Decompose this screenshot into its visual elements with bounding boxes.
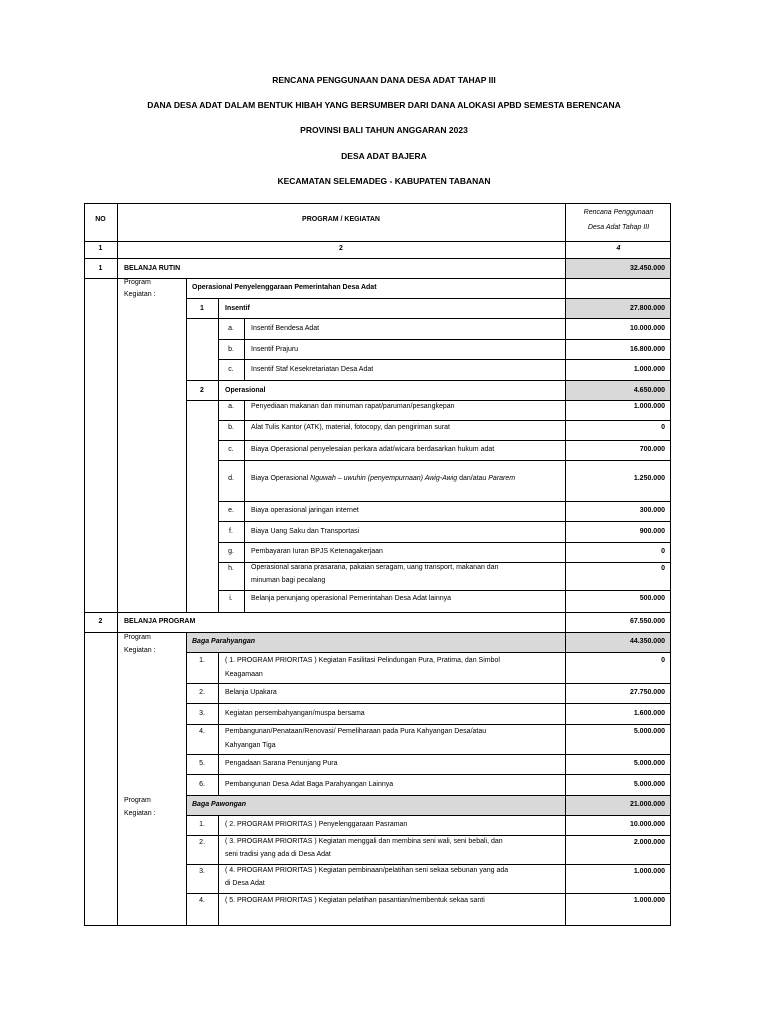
s1-g1-b-value: 16.800.000 [629,346,665,353]
s2-p2-1-key: 1. [199,821,205,828]
s2-p2-3-key: 3. [199,868,205,875]
s1-g2-c-text: Biaya Operasional penyelesaian perkara adat/wicara berdasarkan hukum adat [251,446,495,453]
row-line [84,258,671,259]
s2-p1-6-key: 6. [199,781,205,788]
s1-g1-c-key: c. [228,366,234,373]
s1-g2-a-key: a. [228,403,234,410]
s2-p1-5-text: Pengadaan Sarana Penunjang Pura [225,760,338,767]
row-line [186,795,671,796]
s2-no: 2 [98,618,103,625]
row-line [186,318,671,319]
s2-p1-title: Baga Parahyangan [192,638,256,645]
row-line [186,298,671,299]
col-line [244,318,245,380]
row-line [84,612,671,613]
s2-p1-3-value: 1.600.000 [633,710,665,717]
s2-p1-4-key: 4. [199,728,205,735]
s2-p1-3-key: 3. [199,710,205,717]
header-col1: 1 [98,245,103,252]
row-line [84,632,671,633]
s1-g2-d-text-4: Pararem [488,475,516,482]
s1-g2-e-key: e. [228,507,234,514]
s1-g2-h-text-2: minuman bagi pecalang [251,577,326,584]
row-line [218,501,671,502]
s1-g2-i-key: i. [229,595,233,602]
row-line [218,542,671,543]
header-rencana-1: Rencana Penggunaan [583,209,654,216]
s1-g2-b-text: Alat Tulis Kantor (ATK), material, fotocopy, dan pengiriman surat [251,424,450,431]
s2-p2-label-2: Kegiatan : [124,810,156,817]
header-rencana-2: Desa Adat Tahap III [587,224,650,231]
s2-p1-4-text-1: Pembangunan/Penataan/Renovasi/ Pemeliharaan pada Pura Kahyangan Desa/atau [225,728,487,735]
s1-g1-b-text: Insentif Prajuru [251,346,299,353]
header-program: PROGRAM / KEGIATAN [302,216,380,223]
s1-no: 1 [98,265,103,272]
s1-g2-f-value: 900.000 [639,528,665,535]
s1-g2-d-text-2: Nguwah – uwuhin (penyempurnaan) Awig-Awig [310,475,458,482]
s2-p1-1-text-2: Keagamaan [225,671,263,678]
s2-title: BELANJA PROGRAM [124,618,196,625]
s1-g2-b-value: 0 [661,424,665,431]
row-line [186,380,671,381]
s2-p1-5-key: 5. [199,760,205,767]
s1-g2-a-value: 1.000.000 [633,403,665,410]
col-line [218,815,219,926]
s2-p2-1-value: 10.000.000 [629,821,665,828]
s2-p1-4-value: 5.000.000 [633,728,665,735]
doc-title-5: KECAMATAN SELEMADEG - KABUPATEN TABANAN [277,176,491,186]
s2-p1-1-text-1: ( 1. PROGRAM PRIORITAS ) Kegiatan Fasilitasi Pelindungan Pura, Pratima, dan Simbol [225,657,500,664]
s1-g2-d-key: d. [228,475,234,482]
s1-g2-no: 2 [200,387,204,394]
row-line [218,339,671,340]
row-line [186,754,671,755]
row-line [218,440,671,441]
s1-g2-i-value: 500.000 [639,595,665,602]
s1-g2-f-text: Biaya Uang Saku dan Transportasi [251,528,360,535]
s2-p2-3-text-2: di Desa Adat [225,880,265,887]
row-line [218,590,671,591]
s2-p1-label-2: Kegiatan : [124,647,156,654]
s2-p1-2-key: 2. [199,689,205,696]
s2-p2-2-key: 2. [199,839,205,846]
s2-p1-5-value: 5.000.000 [633,760,665,767]
s1-g2-e-value: 300.000 [639,507,665,514]
s1-total: 32.450.000 [629,265,665,272]
s1-prog-label-1: Program [124,279,151,286]
doc-title-1: RENCANA PENGGUNAAN DANA DESA ADAT TAHAP III [272,75,496,85]
s1-g1-title: Insentif [225,305,250,312]
s2-p1-1-key: 1. [199,657,205,664]
s1-g2-i-text: Belanja penunjang operasional Pemerintahan Desa Adat lainnya [251,595,452,602]
s2-p2-label-1: Program [124,797,151,804]
s1-g2-c-value: 700.000 [639,446,665,453]
s1-g2-a-text: Penyediaan makanan dan minuman rapat/paruman/pesangkepan [251,403,455,410]
s1-g1-b-key: b. [228,346,234,353]
doc-title-2: DANA DESA ADAT DALAM BENTUK HIBAH YANG BERSUMBER DARI DANA ALOKASI APBD SEMESTA BERENCANA [147,100,621,110]
s1-g2-title: Operasional [225,387,266,394]
s1-g2-b-key: b. [228,424,234,431]
s1-g2-d-text-3: dan/atau [457,475,489,482]
s1-g2-total: 4.650.000 [633,387,665,394]
s1-prog-label-2: Kegiatan : [124,291,156,298]
header-no: NO [95,216,106,223]
row-line [218,359,671,360]
s2-p2-title: Baga Pawongan [192,801,247,808]
s2-p1-label-1: Program [124,634,151,641]
s2-p2-total: 21.000.000 [629,801,665,808]
s2-p2-4-value: 1.000.000 [633,897,665,904]
s2-p2-2-value: 2.000.000 [633,839,665,846]
row-line [186,703,671,704]
s1-g1-a-value: 10.000.000 [629,325,665,332]
doc-title-4: DESA ADAT BAJERA [341,151,427,161]
s2-p2-4-text: ( 5. PROGRAM PRIORITAS ) Kegiatan pelatihan pasantian/membentuk sekaa santi [225,897,485,904]
s1-g1-no: 1 [200,305,204,312]
col-line [244,400,245,612]
col-line [218,652,219,795]
s2-p1-total: 44.350.000 [629,638,665,645]
s1-g1-total: 27.800.000 [629,305,665,312]
row-line [186,815,671,816]
s1-g1-a-key: a. [228,325,234,332]
row-line [186,652,671,653]
s2-p1-2-text: Belanja Upakara [225,689,277,696]
header-col4: 4 [616,245,621,252]
s2-p1-3-text: Kegiatan persembahyangan/muspa bersama [225,710,365,717]
s2-p1-4-text-2: Kahyangan Tiga [225,742,276,749]
s1-g2-e-text: Biaya operasional jaringan internet [251,507,359,514]
row-line [218,521,671,522]
s1-g2-d-text-1: Biaya Operasional [251,475,311,482]
s2-p2-3-text-1: ( 4. PROGRAM PRIORITAS ) Kegiatan pembinaan/pelatihan seni sekaa sebunan yang ada [225,867,509,874]
header-col2: 2 [339,245,343,252]
s2-total: 67.550.000 [629,618,665,625]
col-line [186,278,187,612]
s1-g2-h-key: h. [228,565,234,572]
s1-program: Operasional Penyelenggaraan Pemerintahan Desa Adat [192,284,377,291]
s2-p2-4-key: 4. [199,897,205,904]
row-line [186,683,671,684]
s1-g2-f-key: f. [229,528,233,535]
s1-g2-h-text-1: Operasional sarana prasarana, pakaian seragam, uang transport, makanan dan [251,564,499,571]
s2-p1-6-value: 5.000.000 [633,781,665,788]
s2-p1-1-value: 0 [661,657,665,664]
row-line [218,460,671,461]
s2-p2-1-text: ( 2. PROGRAM PRIORITAS ) Penyelenggaraan Pasraman [225,821,408,828]
s1-g2-d-text [251,472,515,485]
s1-g2-g-value: 0 [661,548,665,555]
s1-g1-c-value: 1.000.000 [633,366,665,373]
s1-title: BELANJA RUTIN [124,265,181,272]
s1-g2-d-value: 1.250.000 [633,475,665,482]
col-line [117,203,118,926]
s2-p1-2-value: 27.750.000 [629,689,665,696]
s1-g2-c-key: c. [228,446,234,453]
s2-p2-2-text-1: ( 3. PROGRAM PRIORITAS ) Kegiatan menggali dan membina seni wali, seni bebali, dan [225,838,503,845]
row-line [84,278,671,279]
s1-g2-h-value: 0 [661,565,665,572]
s1-g1-c-text: Insentif Staf Kesekretariatan Desa Adat [251,366,374,373]
s2-p2-3-value: 1.000.000 [633,868,665,875]
s1-g1-a-text: Insentif Bendesa Adat [251,325,320,332]
doc-title-3: PROVINSI BALI TAHUN ANGGARAN 2023 [300,125,468,135]
s1-g2-g-key: g. [228,548,234,555]
row-line [186,774,671,775]
s2-p2-2-text-2: seni tradisi yang ada di Desa Adat [225,851,331,858]
s2-p1-6-text: Pembangunan Desa Adat Baga Parahyangan Lainnya [225,781,394,788]
s1-g2-g-text: Pembayaran Iuran BPJS Ketenagakerjaan [251,548,383,555]
